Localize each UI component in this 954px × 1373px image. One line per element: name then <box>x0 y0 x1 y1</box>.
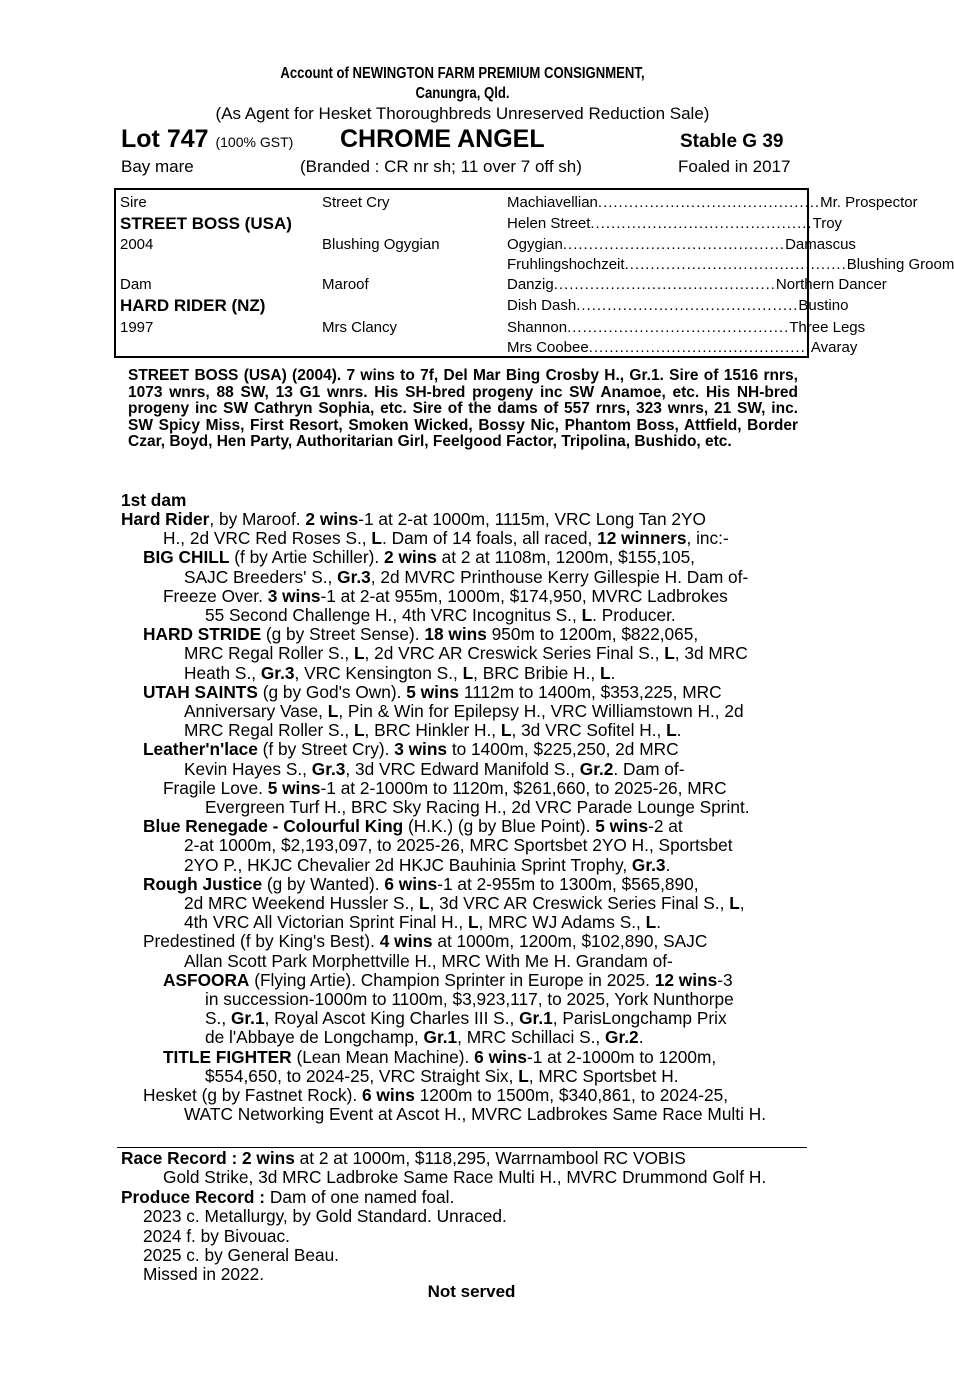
sire-sire: Street Cry <box>322 194 390 211</box>
stable-number: Stable G 39 <box>680 131 784 152</box>
grand-row: Mrs Coobee ........................................... Avaray <box>507 339 858 356</box>
dam-record-line: S., Gr.1, Royal Ascot King Charles III S., Gr.1, ParisLongchamp Prix <box>205 1008 727 1029</box>
sire-label: Sire <box>120 194 147 211</box>
dam-record-line: Fragile Love. 5 wins-1 at 2-1000m to 1120m, $261,660, to 2025-26, MRC <box>163 777 727 798</box>
gst-note: (100% GST) <box>215 134 294 150</box>
dam-record-line: Hard Rider, by Maroof. 2 wins-1 at 2-at 1000m, 1115m, VRC Long Tan 2YO <box>121 509 706 529</box>
pedigree-table <box>114 188 954 358</box>
dam-record-line: de l'Abbaye de Longchamp, Gr.1, MRC Schillaci S., Gr.2. <box>205 1027 644 1048</box>
dam-record-line: BIG CHILL (f by Artie Schiller). 2 wins at 2 at 1108m, 1200m, $155,105, <box>143 547 695 568</box>
dam-sire: Maroof <box>322 276 369 293</box>
grand-row: Ogygian ........................................... Damascus <box>507 236 856 253</box>
dam-record-line: Allan Scott Park Morphettville H., MRC With Me H. Grandam of- <box>184 950 673 971</box>
grand-row: Danzig ........................................... Northern Dancer <box>507 276 887 293</box>
sire-name: STREET BOSS (USA) <box>120 214 292 233</box>
dam-record-line: SAJC Breeders' S., Gr.3, 2d MVRC Printhouse Kerry Gillespie H. Dam of- <box>184 566 749 587</box>
brand-info: (Branded : CR nr sh; 11 over 7 off sh) <box>300 157 582 176</box>
dam-record-line: Evergreen Turf H., BRC Sky Racing H., 2d VRC Parade Lounge Sprint. <box>205 797 750 817</box>
dam-record-line: Heath S., Gr.3, VRC Kensington S., L, BRC Bribie H., L. <box>184 662 616 683</box>
dam-record-line: MRC Regal Roller S., L, BRC Hinkler H., L, 3d VRC Sofitel H., L. <box>184 720 682 741</box>
agent-line: (As Agent for Hesket Thoroughbreds Unreserved Reduction Sale) <box>215 104 710 123</box>
not-served: Not served <box>427 1282 516 1301</box>
record-line: Race Record : 2 wins at 2 at 1000m, $118,295, Warrnambool RC VOBIS <box>121 1148 686 1168</box>
dam-record-line: TITLE FIGHTER (Lean Mean Machine). 6 wins-1 at 2-1000m to 1200m, <box>163 1046 717 1067</box>
sire-dam: Blushing Ogygian <box>322 236 440 253</box>
grand-row: Fruhlingshochzeit ........................................... Blushing Groom <box>507 256 954 273</box>
first-dam-heading: 1st dam <box>121 490 187 510</box>
record-line: Gold Strike, 3d MRC Ladbroke Same Race Multi H., MVRC Drummond Golf H. <box>163 1167 767 1188</box>
sire-notes: STREET BOSS (USA) (2004). 7 wins to 7f, Del Mar Bing Crosby H., Gr.1. Sire of 1516 rnrs, 1073 wnrs, 88 SW, 13 G1 wnrs. His SH-bred progeny inc SW Anamoe, etc. His NH-bred progeny inc SW Cathryn Sophia, etc. Sire of the dams of 557 rnrs, 323 wnrs, 21 SW, inc. SW Spicy Miss, First Resort, Smoken Wicked, Bossy Nic, Phantom Boss, Attfield, Border Czar, Boyd, Hen Party, Authoritarian Girl, Feelgood Factor, Tripolina, Bushido, etc. <box>128 367 798 451</box>
foaled-year: Foaled in 2017 <box>678 157 791 176</box>
dam-record-line: 2-at 1000m, $2,193,097, to 2025-26, MRC Sportsbet 2YO H., Sportsbet <box>184 835 733 856</box>
horse-name: CHROME ANGEL <box>340 125 545 153</box>
dam-record-line: Predestined (f by King's Best). 4 wins at 1000m, 1200m, $102,890, SAJC <box>143 931 708 952</box>
dam-year: 1997 <box>120 319 154 336</box>
grand-row: Shannon ........................................... Three Legs <box>507 319 866 336</box>
dam-record-line: HARD STRIDE (g by Street Sense). 18 wins 950m to 1200m, $822,065, <box>143 624 699 645</box>
dam-record-line: 2d MRC Weekend Hussler S., L, 3d VRC AR Creswick Series Final S., L, <box>184 893 745 913</box>
dam-dam: Mrs Clancy <box>322 319 398 336</box>
grand-row: Machiavellian ........................................... Mr. Prospector <box>507 194 918 211</box>
record-line: 2024 f. by Bivouac. <box>143 1225 290 1246</box>
dam-record-line: Freeze Over. 3 wins-1 at 2-at 955m, 1000m, $174,950, MVRC Ladbrokes <box>163 585 728 606</box>
dam-record-line: Anniversary Vase, L, Pin & Win for Epilepsy H., VRC Williamstown H., 2d <box>184 701 744 721</box>
grand-row: Helen Street ........................................... Troy <box>507 215 843 232</box>
dam-label: Dam <box>120 276 152 293</box>
sire-year: 2004 <box>120 236 154 253</box>
account-line: Account of NEWINGTON FARM PREMIUM CONSIGNMENT, <box>280 65 645 82</box>
grand-row: Dish Dash ........................................... Bustino <box>507 297 849 314</box>
record-line: 2025 c. by General Beau. <box>143 1245 339 1265</box>
dam-record-line: MRC Regal Roller S., L, 2d VRC AR Creswick Series Final S., L, 3d MRC <box>184 643 748 664</box>
record-line: Produce Record : Dam of one named foal. <box>121 1186 455 1207</box>
dam-record-line: UTAH SAINTS (g by God's Own). 5 wins 1112m to 1400m, $353,225, MRC <box>143 681 722 702</box>
dam-record-line: Leather'n'lace (f by Street Cry). 3 wins to 1400m, $225,250, 2d MRC <box>143 739 679 760</box>
dam-record-line: 55 Second Challenge H., 4th VRC Incognitus S., L. Producer. <box>205 605 676 625</box>
dam-record-line: Kevin Hayes S., Gr.3, 3d VRC Edward Manifold S., Gr.2. Dam of- <box>184 758 685 779</box>
dam-record-line: WATC Networking Event at Ascot H., MVRC Ladbrokes Same Race Multi H. <box>184 1104 766 1125</box>
location-line: Canungra, Qld. <box>415 85 510 102</box>
dam-record-line: $554,650, to 2024-25, VRC Straight Six, L, MRC Sportsbet H. <box>205 1065 679 1086</box>
lot-number: Lot 747 (100% GST) <box>121 125 294 153</box>
dam-record-line: ASFOORA (Flying Artie). Champion Sprinter in Europe in 2025. 12 wins-3 <box>163 969 733 990</box>
record-line: Missed in 2022. <box>143 1264 265 1285</box>
dam-record-line: in succession-1000m to 1100m, $3,923,117, to 2025, York Nunthorpe <box>205 989 734 1009</box>
record-line: 2023 c. Metallurgy, by Gold Standard. Unraced. <box>143 1206 507 1227</box>
dam-name: HARD RIDER (NZ) <box>120 296 266 315</box>
horse-sex: Bay mare <box>121 157 194 176</box>
dam-record-line: Rough Justice (g by Wanted). 6 wins-1 at 2-955m to 1300m, $565,890, <box>143 873 699 894</box>
dam-record-line: Hesket (g by Fastnet Rock). 6 wins 1200m to 1500m, $340,861, to 2024-25, <box>143 1085 729 1105</box>
dam-record-line: H., 2d VRC Red Roses S., L. Dam of 14 foals, all raced, 12 winners, inc:- <box>163 528 729 549</box>
dam-record-line: Blue Renegade - Colourful King (H.K.) (g by Blue Point). 5 wins-2 at <box>143 816 683 837</box>
dam-record-line: 2YO P., HKJC Chevalier 2d HKJC Bauhinia Sprint Trophy, Gr.3. <box>184 854 671 875</box>
dam-record-line: 4th VRC All Victorian Sprint Final H., L, MRC WJ Adams S., L. <box>184 912 661 933</box>
